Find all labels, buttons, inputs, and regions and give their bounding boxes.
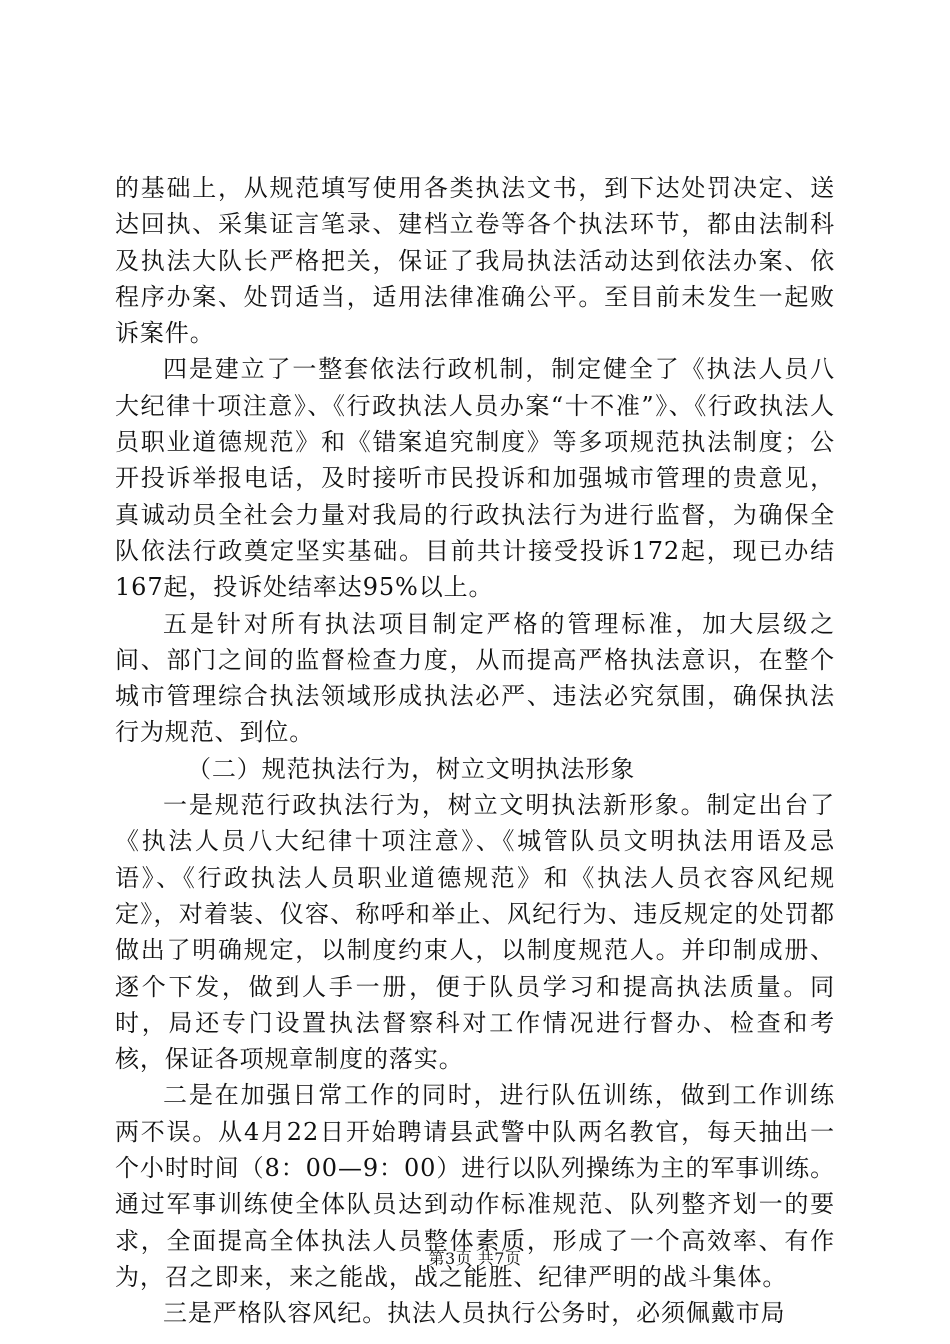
- paragraph-item-four: 四是建立了一整套依法行政机制，制定健全了《执法人员八大纪律十项注意》、《行政执法人员办案“十不准”》、《行政执法人员职业道德规范》和《错案追究制度》等多项规范执法制度；公开投诉举报电话，及时接听市民投诉和加强城市管理的贵意见，真诚动员全社会力量对我局的行政执法行为进行监督，为确保全队依法行政奠定坚实基础。目前共计接受投诉172起，现已办结167起，投诉处结率达95%以上。: [115, 355, 835, 602]
- paragraph-item-five: 五是针对所有执法项目制定严格的管理标准，加大层级之间、部门之间的监督检查力度，从而提高严格执法意识，在整个城市管理综合执法领域形成执法必严、违法必究氛围，确保执法行为规范、到位。: [115, 609, 835, 747]
- paragraph-item-three: 三是严格队容风纪。执法人员执行公务时，必须佩戴市局: [163, 1299, 786, 1328]
- paragraph-item-one: 一是规范行政执法行为，树立文明执法新形象。制定出台了《执法人员八大纪律十项注意》、《城管队员文明执法用语及忌语》、《行政执法人员职业道德规范》和《执法人员衣容风纪规定》，对着装、仪容、称呼和举止、风纪行为、违反规定的处罚都做出了明确规定，以制度约束人，以制度规范人。并印制成册、逐个下发，做到人手一册，便于队员学习和提高执法质量。同时，局还专门设置执法督察科对工作情况进行督办、检查和考核，保证各项规章制度的落实。: [115, 791, 835, 1074]
- section-heading-two: （二）规范执法行为，树立文明执法形象: [187, 754, 636, 783]
- page-number-footer: 第3页 共7页: [428, 1249, 522, 1268]
- paragraph-continuation: 的基础上，从规范填写使用各类执法文书，到下达处罚决定、送达回执、采集证言笔录、建档立卷等各个执法环节，都由法制科及执法大队长严格把关，保证了我局执法活动达到依法办案、依程序办案、处罚适当，适用法律准确公平。至目前未发生一起败诉案件。: [115, 174, 835, 348]
- paragraph-item-two: 二是在加强日常工作的同时，进行队伍训练，做到工作训练两不误。从4月22日开始聘请县武警中队两名教官，每天抽出一个小时时间（8：00—9：00）进行以队列操练为主的军事训练。通过军事训练使全体队员达到动作标准规范、队列整齐划一的要求，全面提高全体执法人员整体素质，形成了一个高效率、有作为，召之即来，来之能战，战之能胜、纪律严明的战斗集体。: [115, 1081, 835, 1291]
- document-body: [115, 170, 835, 1332]
